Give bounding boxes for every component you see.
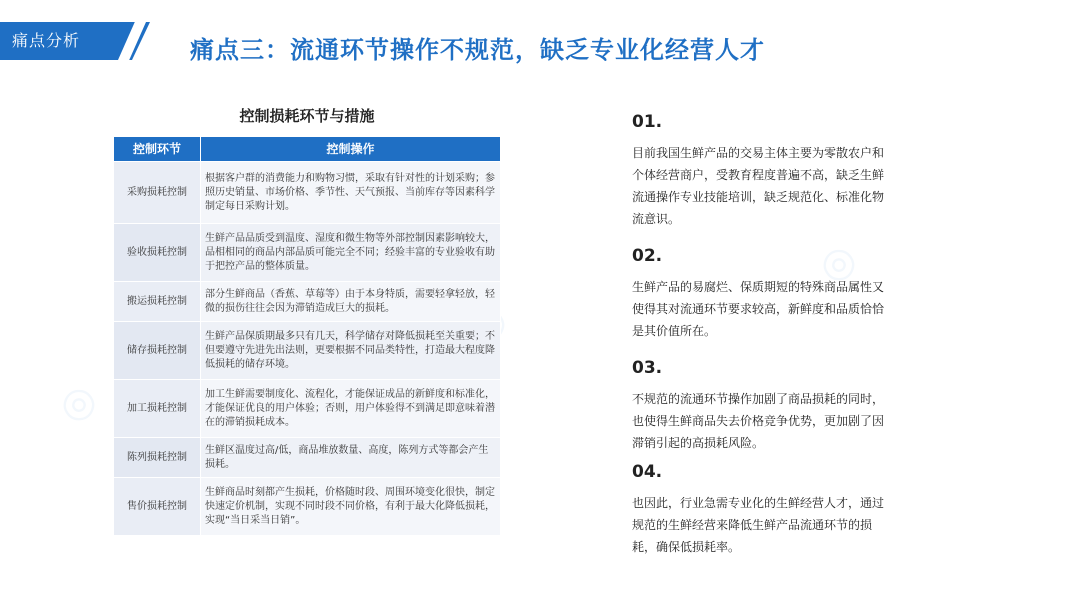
table-row [114, 438, 501, 478]
point-text: 目前我国生鲜产品的交易主体主要为零散农户和个体经营商户，受教育程度普遍不高，缺乏生鲜流通操作专业技能培训，缺乏规范化、标准化物流意识。 [632, 146, 885, 226]
watermark: ◎ [49, 374, 105, 432]
control-table [113, 136, 501, 536]
column-header: 控制环节 [114, 137, 201, 162]
watermark: ◎ [809, 234, 865, 292]
table-row [114, 322, 501, 380]
table-row [114, 282, 501, 322]
row-name: 加工损耗控制 [114, 380, 201, 438]
row-name: 搬运损耗控制 [114, 282, 201, 322]
point-4 [632, 462, 894, 558]
row-name: 验收损耗控制 [114, 224, 201, 282]
section-tag-label: 痛点分析 [12, 31, 81, 50]
point-text: 生鲜产品的易腐烂、保质期短的特殊商品属性又使得其对流通环节要求较高，新鲜度和品质恰恰是其价值所在。 [632, 280, 885, 338]
point-text: 也因此，行业急需专业化的生鲜经营人才，通过规范的生鲜经营来降低生鲜产品流通环节的损耗，确保低损耗率。 [632, 496, 885, 554]
row-name: 储存损耗控制 [114, 322, 201, 380]
point-3 [632, 358, 894, 454]
point-number: 04. [632, 462, 663, 482]
row-desc: 生鲜产品品质受到温度、湿度和微生物等外部控制因素影响较大，品相相同的商品内部品质可能完全不同；经验丰富的专业验收有助于把控产品的整体质量。 [201, 224, 501, 282]
point-number: 03. [632, 358, 663, 378]
row-desc: 加工生鲜需要制度化、流程化，才能保证成品的新鲜度和标准化，才能保证优良的用户体验；否则，用户体验得不到满足即意味着潜在的滞销损耗成本。 [201, 380, 501, 438]
row-name: 售价损耗控制 [114, 478, 201, 536]
point-number: 01. [632, 112, 663, 132]
row-desc: 生鲜商品时刻都产生损耗，价格随时段、周围环境变化很快，制定快速定价机制，实现不同时段不同价格，有利于最大化降低损耗，实现“当日采当日销”。 [201, 478, 501, 536]
point-number: 02. [632, 246, 663, 266]
table-row [114, 224, 501, 282]
row-desc: 根据客户群的消费能力和购物习惯，采取有针对性的计划采购；参照历史销量、市场价格、季节性、天气预报、当前库存等因素科学制定每日采购计划。 [201, 162, 501, 224]
table-row [114, 162, 501, 224]
page-title: 痛点三：流通环节操作不规范，缺乏专业化经营人才 [190, 36, 765, 64]
table-row [114, 478, 501, 536]
table-row [114, 380, 501, 438]
column-header: 控制操作 [201, 137, 501, 162]
table-header-row [114, 137, 501, 162]
table-title: 控制损耗环节与措施 [239, 107, 375, 125]
row-name: 陈列损耗控制 [114, 438, 201, 478]
point-2 [632, 246, 894, 342]
point-text: 不规范的流通环节操作加剧了商品损耗的同时，也使得生鲜商品失去价格竞争优势，更加剧了因滞销引起的高损耗风险。 [632, 392, 885, 450]
row-desc: 生鲜区温度过高/低，商品堆放数量、高度，陈列方式等都会产生损耗。 [201, 438, 501, 478]
point-1 [632, 112, 894, 230]
row-name: 采购损耗控制 [114, 162, 201, 224]
row-desc: 部分生鲜商品（香蕉、草莓等）由于本身特质，需要轻拿轻放，轻微的损伤往往会因为滞销造成巨大的损耗。 [201, 282, 501, 322]
row-desc: 生鲜产品保质期最多只有几天，科学储存对降低损耗至关重要；不但要遵守先进先出法则，更要根据不同品类特性，打造最大程度降低损耗的储存环境。 [201, 322, 501, 380]
